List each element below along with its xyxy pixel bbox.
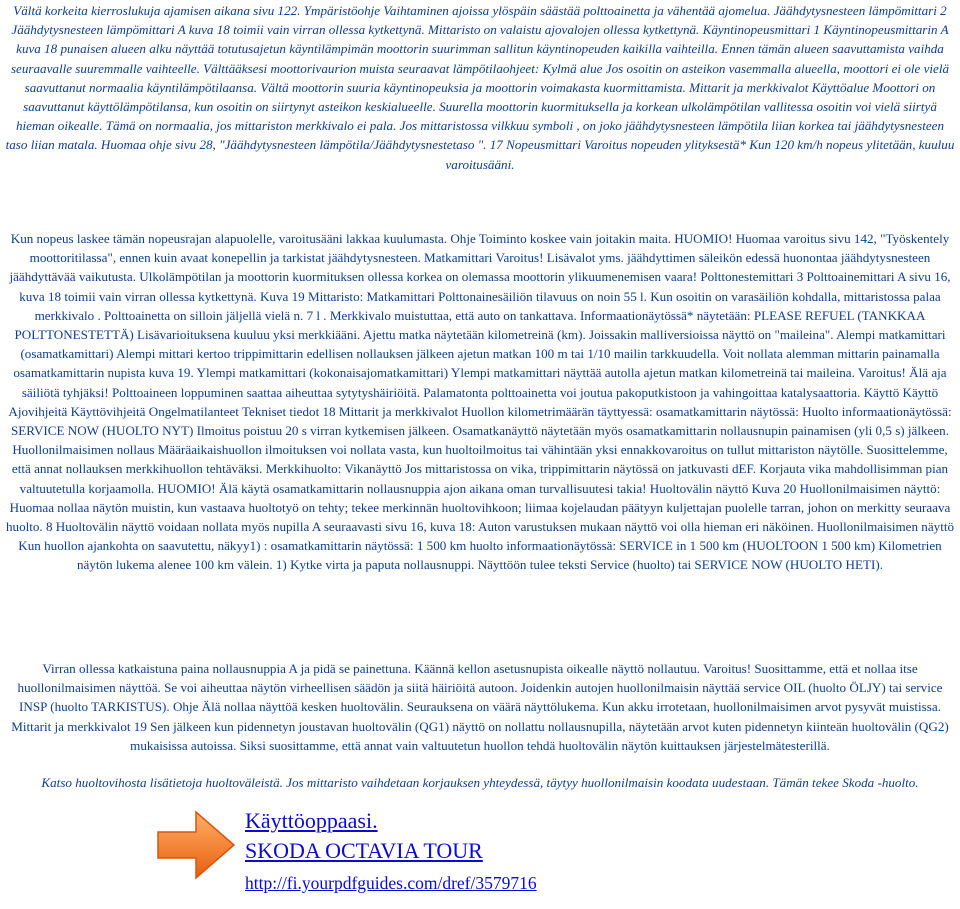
paragraph-service-reset: Virran ollessa katkaistuna paina nollausnuppia A ja pidä se painettuna. Käännä kellon asetusnupista oikealle näyttö nollautuu. Varoitus! Suosittamme, että et nollaa itse huollonilmaisimen näyttöä. Se voi aiheuttaa näytön virheellisen säädön ja siitä häiriöitä autoon. Joidenkin autojen huollonilmaisin näyttää service OIL (huolto ÖLJY) tai service INSP (huolto TARKISTUS). Ohje Älä nollaa näyttöä kesken huoltovälin. Seurauksena on väärä näyttölukema. Kun akku irrotetaan, huollonilmaisimen arvot pysyvät muistissa. Mittarit ja merkkivalot 19 Sen jälkeen kun pidennetyn joustavan huoltovälin (QG1) näyttö on nollattu nollausnupilla, näytetään arvot kuten pidennetyn kiinteän huoltovälin (QG2) mukaisissa autoissa. Siksi suosittamme, että annat vain valtuutetun huollon tehdä huoltovälin näytön kuittauksen järjestelmätesterillä. <box>11 661 949 753</box>
download-footer <box>154 806 654 901</box>
manuals-link[interactable]: Käyttöoppaasi. <box>245 808 378 833</box>
arrow-right-icon <box>154 808 238 882</box>
footer-links <box>245 806 537 896</box>
paragraph-service-booklet: Katso huoltovihosta lisätietoja huoltoväleistä. Jos mittaristo vaihdetaan korjauksen yhteydessä, täytyy huollonilmaisin koodata uudestaan. Tämän tekee Skoda -huolto. <box>41 775 919 790</box>
model-link[interactable]: SKODA OCTAVIA TOUR <box>245 838 483 863</box>
guide-url-link[interactable]: http://fi.yourpdfguides.com/dref/3579716 <box>245 873 537 893</box>
paragraph-odometer-service: Kun nopeus laskee tämän nopeusrajan alapuolelle, varoitusääni lakkaa kuulumasta. Ohje Toiminto koskee vain joitakin maita. HUOMIO! Huomaa varoitus sivu 142, "Työskentely moottoritilassa", ennen kuin avaat konepellin ja tarkistat jäähdytysnesteen. Matkamittari Varoitus! Lisävalot yms. jäähdyttimen säleikön edessä huonontaa jäähdytysnesteen jäähdyttävää vaikutusta. Ulkolämpötilan ja moottorin kuormituksen ollessa korkea on olemassa moottorin ylikuumenemisen vaara! Polttonestemittari 3 Polttoainemittari A sivu 16, kuva 18 toimii vain virran ollessa kytkettynä. Kuva 19 Mittaristo: Matkamittari Polttonainesäiliön tilavuus on noin 55 l. Kun osoitin on varasäiliön kohdalla, mittaristossa palaa merkkivalo . Polttoainetta on silloin jäljellä vielä n. 7 l . Merkkivalo muistuttaa, että auto on tankattava. Informaationäytössä* näytetään: PLEASE REFUEL (TANKKAA POLTTONESTETTÄ) Lisävarioituksena kuuluu yksi merkkiääni. Ajettu matka näytetään kilometreinä (km). Joissakin malliversioissa näyttö on "maileina". Alempi matkamittari (osamatkamittari) Alempi mittari kertoo trippimittarin edellisen nollauksen jälkeen ajetun matkan 100 m tai 1/10 mailin tarkkuudella. Voit nollata alemman mittarin painamalla osamatkamittarin nupista kuva 19. Ylempi matkamittari (kokonaisajomatkamittari) Ylempi matkamittari näyttää autolla ajetun matkan kilometreinä tai maileina. Varoitus! Älä aja säiliötä tyhjäksi! Polttoaineen loppuminen saattaa aiheuttaa sytytyshäiriöitä. Palamatonta polttoainetta voi joutua pakoputkistoon ja vahingoittaa katalysaattoria. Käyttö Käyttö Ajovihjeitä Käyttövihjeitä Ongelmatilanteet Tekniset tiedot 18 Mittarit ja merkkivalot Huollon kilometrimäärän täyttyessä: osamatkamittarin näytössä: Huolto informaationäytössä: SERVICE NOW (HUOLTO NYT) Ilmoitus poistuu 20 s virran kytkemisen jälkeen. Osamatkanäyttö näytetään myös osamatkamittarin nollausnupin painamisen (yli 0,5 s) jälkeen. Huollonilmaisimen nollaus Määräaikaishuollon ilmoituksen voi nollata vasta, kun huoltoilmoitus tai vähintään yksi ennakkovaroitus on tullut mittariston näytölle. Suosittelemme, että annat nollauksen merkkihuollon tehtäväksi. Merkkihuolto: Vikanäyttö Jos mittaristossa on vika, trippimittarin näytössä on jatkuvasti dEF. Korjauta vika mahdollisimman pian valtuutetulla korjaamolla. HUOMIO! Älä käytä osamatkamittarin nollausnuppia ajon aikana oman turvallisuutesi takia! Huoltovälin näyttö Kuva 20 Huollonilmaisimen näyttö: Huomaa nollaa näytön muistin, kun vastaava huoltotyö on tehty; tekee merkinnän huoltovihkoon; liimaa kojelaudan päätyyn kuljettajan puolelle tarran, johon on merkitty seuraava huolto. 8 Huoltovälin näyttö voidaan nollata myös nupilla A seuraavasti sivu 16, kuva 18: Auton varustuksen mukaan näyttö voi olla hieman eri näköinen. Huollonilmaisimen näyttö Kun huollon ajankohta on saavutettu, näkyy1) : osamatkamittarin näytössä: 1 500 km huolto informaationäytössä: SERVICE in 1 500 km (HUOLTOON 1 500 km) Kilometrien näytön lukema alenee 100 km välein. 1) Kytke virta ja paputa nollausnuppi. Näyttöön tulee teksti Service (huolto) tai SERVICE NOW (HUOLTO HETI). <box>5 231 955 573</box>
paragraph-dashboard-gauges: Vältä korkeita kierroslukuja ajamisen aikana sivu 122. Ympäristöohje Vaihtaminen ajoissa ylöspäin säästää polttoainetta ja vähentää ajomelua. Jäähdytysnesteen lämpömittari 2 Jäähdytysnesteen lämpömittari A kuva 18 toimii vain virran ollessa kytkettynä. Mittaristo on valaistu ajovalojen ollessa kytkettynä. Käyntinopeusmittari 1 Käyntinopeusmittarin A kuva 18 punaisen alueen alku näyttää totutusajetun käyntilämpimän moottorin suurimman sallitun käyntinopeuden kaikilla vaihteilla. Ennen tämän alueen saavuttamista vaihda seuraavalle suuremmalle vaihteelle. Välttääksesi moottorivaurion muista seuraavat lämpötilaohjeet: Kylmä alue Jos osoitin on asteikon vasemmalla alueella, moottori ei ole vielä saavuttanut normaalia käyntilämpötilaansa. Vältä moottorin suuria käyntinopeuksia ja moottorin voimakasta kuormittamista. Mittarit ja merkkivalot Käyttöalue Moottori on saavuttanut käyttölämpötilansa, kun osoitin on siirtynyt asteikon keskialueelle. Suurella moottorin kuormituksella ja korkean ulkolämpötilan vallitessa osoitin voi vielä siirtyä hieman oikealle. Tämä on normaalia, jos mittariston merkkivalo ei pala. Jos mittaristossa vilkkuu symboli , on joko jäähdytysnesteen lämpötila liian korkea tai jäähdytysnesteen taso liian matala. Huomaa ohje sivu 28, "Jäähdytysnesteen lämpötila/Jäähdytysnestetaso ". 17 Nopeusmittari Varoitus nopeuden ylityksestä* Kun 120 km/h nopeus ylitetään, kuuluu varoitusääni. <box>5 3 955 172</box>
